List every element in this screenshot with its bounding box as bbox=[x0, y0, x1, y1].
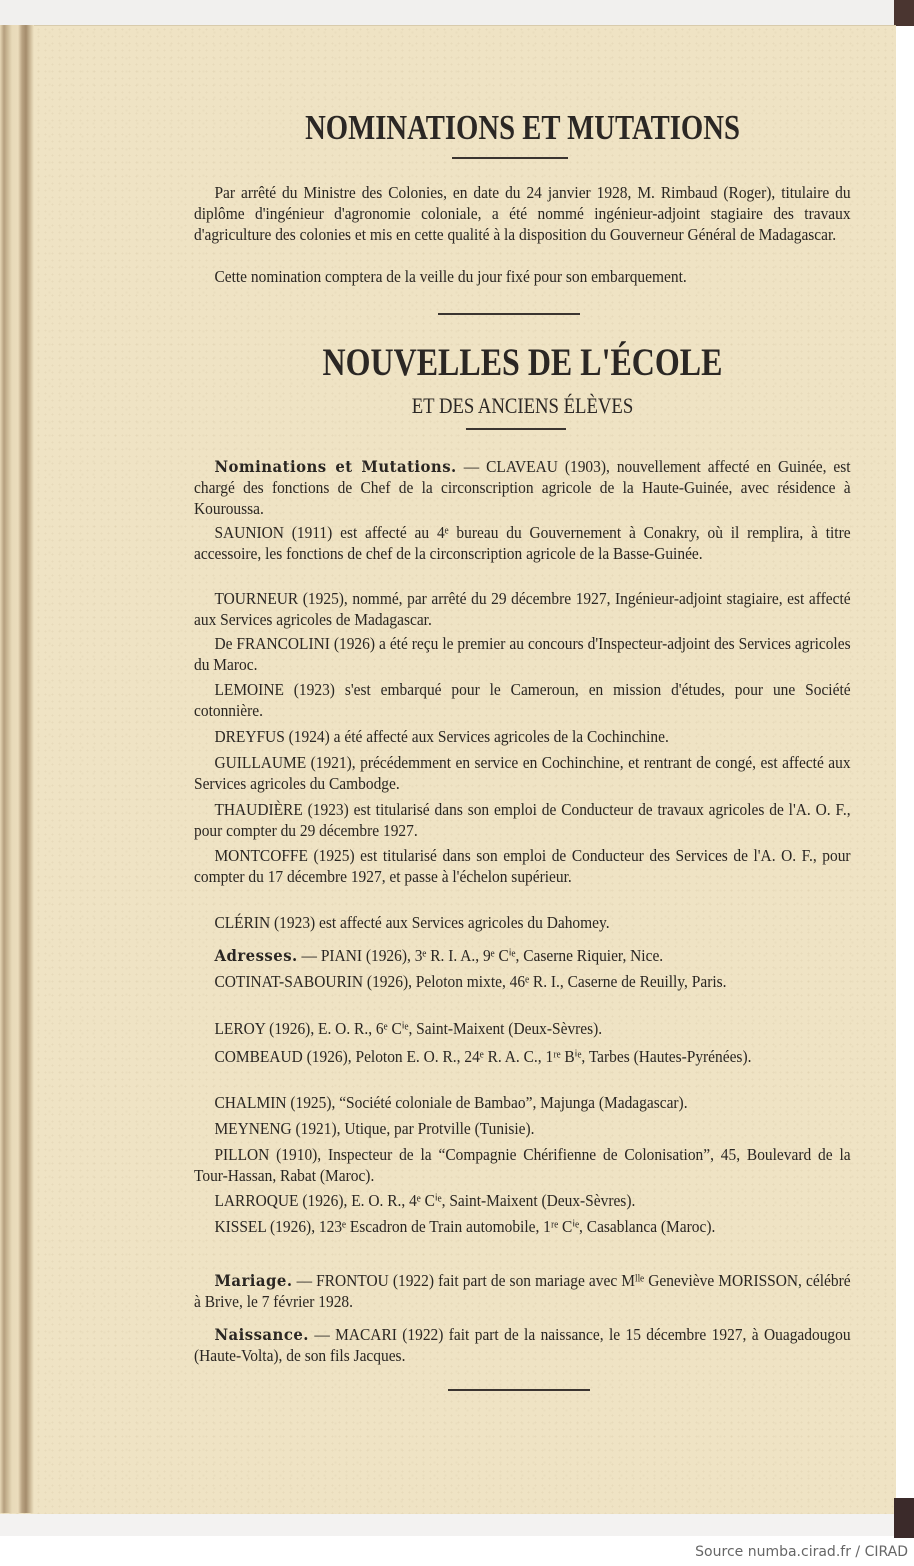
section-title-ecole: NOUVELLES DE L'ÉCOLE bbox=[322, 341, 723, 384]
mariage-paragraph bbox=[194, 1270, 851, 1312]
entry-text: — MACARI (1922) fait part de la naissance, le 15 décembre 1927, à Ouagadougou (Haute-Volta), de son fils Jacques. bbox=[194, 1325, 851, 1365]
nominations-paragraph: Par arrêté du Ministre des Colonies, en date du 24 janvier 1928, M. Rimbaud (Roger), titulaire du diplôme d'ingénieur d'agronomie coloniale, a été nommé ingénieur-adjoint stagiaire des travaux d'agriculture des colonies et mis en cette qualité à la disposition du Gouverneur Général de Madagascar. bbox=[194, 183, 851, 244]
news-entry-tourneur: TOURNEUR (1925), nommé, par arrêté du 29 décembre 1927, Ingénieur-adjoint stagiaire, est affecté aux Services agricoles de Madagascar. bbox=[194, 589, 851, 629]
nominations-paragraph-2: Cette nomination comptera de la veille du jour fixé pour son embarquement. bbox=[214, 267, 687, 286]
page-shadow bbox=[0, 1514, 896, 1536]
address-piani bbox=[194, 945, 851, 966]
page-binding-edge bbox=[0, 25, 34, 1513]
end-divider bbox=[448, 1389, 590, 1391]
source-credit: Source numba.cirad.fr / CIRAD bbox=[695, 1544, 908, 1560]
address-pillon: PILLON (1910), Inspecteur de la “Compagnie Chérifienne de Colonisation”, 45, Boulevard de la Tour-Hassan, Rabat (Maroc). bbox=[194, 1145, 851, 1185]
news-entry-guillaume: GUILLAUME (1921), précédemment en service en Cochinchine, et rentrant de congé, est affecté aux Services agricoles du Cambodge. bbox=[194, 753, 851, 793]
section-title-nominations: NOMINATIONS ET MUTATIONS bbox=[305, 108, 740, 147]
address-combeaud: COMBEAUD (1926), Peloton E. O. R., 24ᵉ R. A. C., 1ʳᵉ Bⁱᵉ, Tarbes (Hautes-Pyrénées). bbox=[214, 1047, 752, 1066]
news-entry-dreyfus: DREYFUS (1924) a été affecté aux Services agricoles de la Cochinchine. bbox=[214, 727, 669, 746]
lead-adresses: Adresses. bbox=[214, 946, 298, 965]
address-larroque: LARROQUE (1926), E. O. R., 4ᵉ Cⁱᵉ, Saint-Maixent (Deux-Sèvres). bbox=[214, 1191, 636, 1210]
news-entry-francolini: De FRANCOLINI (1926) a été reçu le premier au concours d'Inspecteur-adjoint des Services agricoles du Maroc. bbox=[194, 634, 851, 674]
lead-naissance: Naissance. bbox=[214, 1325, 309, 1344]
address-meyneng: MEYNENG (1921), Utique, par Protville (Tunisie). bbox=[214, 1119, 535, 1138]
entry-text: — PIANI (1926), 3ᵉ R. I. A., 9ᵉ Cⁱᵉ, Caserne Riquier, Nice. bbox=[301, 946, 664, 965]
news-entry-lemoine: LEMOINE (1923) s'est embarqué pour le Cameroun, en mission d'études, pour une Société cotonnière. bbox=[194, 680, 851, 720]
naissance-paragraph bbox=[194, 1324, 851, 1366]
news-entry-clerin: CLÉRIN (1923) est affecté aux Services agricoles du Dahomey. bbox=[214, 913, 610, 932]
section-subtitle: ET DES ANCIENS ÉLÈVES bbox=[411, 393, 634, 418]
section-divider bbox=[438, 313, 580, 315]
subtitle-rule bbox=[466, 428, 566, 430]
news-entry-montcoffe: MONTCOFFE (1925) est titularisé dans son emploi de Conducteur des Services de l'A. O. F., pour compter du 17 décembre 1927, et passe à l'échelon supérieur. bbox=[194, 846, 851, 886]
lead-nominations: Nominations et Mutations. bbox=[214, 457, 457, 476]
entry-text: — CLAVEAU (1903), nouvellement affecté en Guinée, est chargé des fonctions de Chef de la circonscription agricole de la Haute-Guinée, avec résidence à Kouroussa. bbox=[194, 457, 851, 518]
news-nominations-claveau bbox=[194, 456, 851, 519]
address-leroy: LEROY (1926), E. O. R., 6ᵉ Cⁱᵉ, Saint-Maixent (Deux-Sèvres). bbox=[214, 1019, 603, 1038]
book-cover-corner-bottom bbox=[894, 1498, 914, 1538]
address-cotinat-sabourin: COTINAT-SABOURIN (1926), Peloton mixte, 46ᵉ R. I., Caserne de Reuilly, Paris. bbox=[214, 972, 727, 991]
book-cover-corner bbox=[894, 0, 914, 26]
news-entry-thaudiere: THAUDIÈRE (1923) est titularisé dans son emploi de Conducteur de travaux agricoles de l'A. O. F., pour compter du 29 décembre 1927. bbox=[194, 800, 851, 840]
lead-mariage: Mariage. bbox=[214, 1271, 293, 1290]
title-rule bbox=[452, 157, 568, 159]
address-chalmin: CHALMIN (1925), “Société coloniale de Bambao”, Majunga (Madagascar). bbox=[214, 1093, 688, 1112]
news-entry-saunion: SAUNION (1911) est affecté au 4ᵉ bureau du Gouvernement à Conakry, où il remplira, à titre accessoire, les fonctions de chef de la circonscription agricole de la Basse-Guinée. bbox=[194, 523, 851, 563]
top-background bbox=[0, 0, 914, 26]
entry-text: — FRONTOU (1922) fait part de son mariage avec Mˡˡᵉ Geneviève MORISSON, célébré à Brive, le 7 février 1928. bbox=[194, 1271, 851, 1311]
address-kissel: KISSEL (1926), 123ᵉ Escadron de Train automobile, 1ʳᵉ Cⁱᵉ, Casablanca (Maroc). bbox=[214, 1217, 716, 1236]
